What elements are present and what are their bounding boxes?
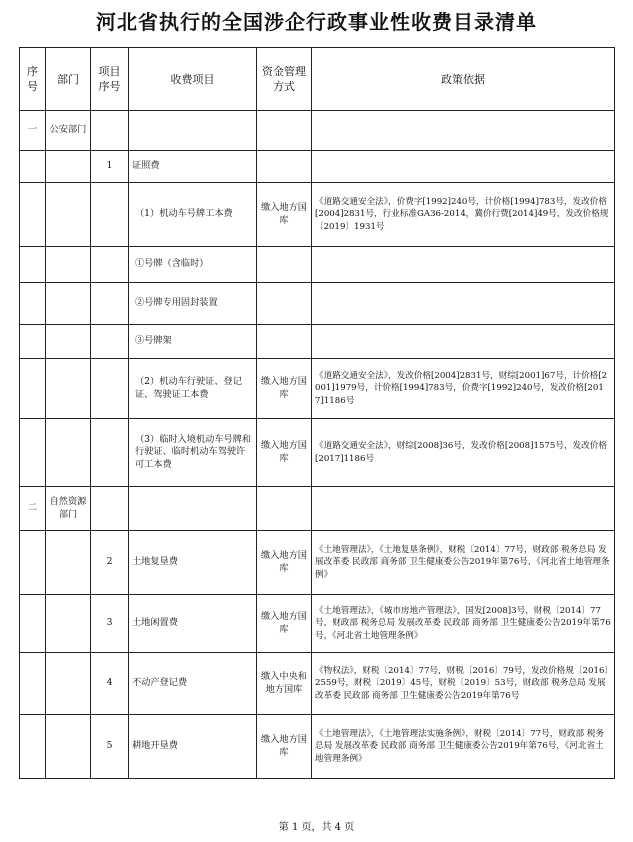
table-row bbox=[20, 419, 615, 487]
header-policy: 政策依据 bbox=[312, 48, 615, 111]
row-policy bbox=[312, 283, 615, 325]
document-title: 河北省执行的全国涉企行政事业性收费目录清单 bbox=[96, 10, 537, 34]
row-item-no bbox=[91, 419, 129, 487]
row-fee-item: ①号牌（含临时） bbox=[129, 247, 257, 283]
row-item-no: 5 bbox=[91, 715, 129, 779]
row-seq: 一 bbox=[20, 111, 46, 151]
fee-catalog-table bbox=[19, 47, 615, 779]
row-item-no bbox=[91, 487, 129, 531]
row-fee-item: （1）机动车号牌工本费 bbox=[129, 183, 257, 247]
row-dept bbox=[46, 183, 91, 247]
row-fund-mgmt bbox=[257, 111, 312, 151]
table-row bbox=[20, 595, 615, 653]
row-fund-mgmt: 缴入地方国库 bbox=[257, 183, 312, 247]
row-fund-mgmt: 缴入地方国库 bbox=[257, 359, 312, 419]
row-item-no: 2 bbox=[91, 531, 129, 595]
page-number: 第 1 页，共 4 页 bbox=[278, 822, 355, 833]
row-fee-item: ③号牌架 bbox=[129, 325, 257, 359]
row-dept bbox=[46, 359, 91, 419]
row-item-no bbox=[91, 183, 129, 247]
row-policy bbox=[312, 247, 615, 283]
row-fee-item: ②号牌专用固封装置 bbox=[129, 283, 257, 325]
table-row bbox=[20, 151, 615, 183]
row-policy: 《物权法》，财税〔2014〕77号，财税〔2016〕79号，发改价格规〔2016〕2559号，财税〔2019〕45号，财税〔2019〕53号，财政部 税务总局 发展改革委 民政部 商务部 卫生健康委公告2019年第76号 bbox=[312, 653, 615, 715]
row-dept bbox=[46, 715, 91, 779]
row-item-no bbox=[91, 111, 129, 151]
row-seq bbox=[20, 325, 46, 359]
row-fund-mgmt bbox=[257, 151, 312, 183]
header-dept: 部门 bbox=[46, 48, 91, 111]
row-dept: 自然资源部门 bbox=[46, 487, 91, 531]
row-seq bbox=[20, 183, 46, 247]
row-fee-item: 土地闲置费 bbox=[129, 595, 257, 653]
row-policy bbox=[312, 487, 615, 531]
row-seq bbox=[20, 419, 46, 487]
row-policy: 《土地管理法》，《土地复垦条例》，财税〔2014〕77号，财政部 税务总局 发展改革委 民政部 商务部 卫生健康委公告2019年第76号，《河北省土地管理条例》 bbox=[312, 531, 615, 595]
row-item-no: 1 bbox=[91, 151, 129, 183]
table-row bbox=[20, 325, 615, 359]
row-item-no bbox=[91, 283, 129, 325]
table-row bbox=[20, 111, 615, 151]
row-seq bbox=[20, 595, 46, 653]
row-dept bbox=[46, 247, 91, 283]
row-fee-item: （2）机动车行驶证、登记证、驾驶证工本费 bbox=[129, 359, 257, 419]
row-fund-mgmt: 缴入地方国库 bbox=[257, 595, 312, 653]
row-fee-item bbox=[129, 487, 257, 531]
row-fund-mgmt bbox=[257, 283, 312, 325]
row-seq bbox=[20, 283, 46, 325]
row-policy: 《道路交通安全法》，财综[2008]36号，发改价格[2008]1575号，发改价格[2017]1186号 bbox=[312, 419, 615, 487]
row-item-no bbox=[91, 359, 129, 419]
row-policy bbox=[312, 325, 615, 359]
row-fund-mgmt bbox=[257, 325, 312, 359]
row-fund-mgmt: 缴入地方国库 bbox=[257, 531, 312, 595]
row-item-no: 3 bbox=[91, 595, 129, 653]
table-row bbox=[20, 715, 615, 779]
table-row bbox=[20, 653, 615, 715]
row-item-no bbox=[91, 325, 129, 359]
row-policy bbox=[312, 111, 615, 151]
row-fund-mgmt: 缴入地方国库 bbox=[257, 419, 312, 487]
table-row bbox=[20, 283, 615, 325]
row-fee-item: 耕地开垦费 bbox=[129, 715, 257, 779]
row-item-no: 4 bbox=[91, 653, 129, 715]
table-row bbox=[20, 359, 615, 419]
row-policy: 《道路交通安全法》，发改价格[2004]2831号，财综[2001]67号，计价格[2001]1979号，计价格[1994]783号，价费字[1992]240号，发改价格[2017]1186号 bbox=[312, 359, 615, 419]
row-seq bbox=[20, 715, 46, 779]
row-fee-item: 不动产登记费 bbox=[129, 653, 257, 715]
row-item-no bbox=[91, 247, 129, 283]
header-fund-mgmt: 资金管理方式 bbox=[257, 48, 312, 111]
row-dept bbox=[46, 531, 91, 595]
table-row bbox=[20, 247, 615, 283]
row-seq bbox=[20, 531, 46, 595]
row-dept: 公安部门 bbox=[46, 111, 91, 151]
header-item-no: 项目序号 bbox=[91, 48, 129, 111]
row-dept bbox=[46, 325, 91, 359]
row-fund-mgmt: 缴入中央和地方国库 bbox=[257, 653, 312, 715]
header-row bbox=[20, 48, 615, 111]
row-policy bbox=[312, 151, 615, 183]
row-fee-item: 土地复垦费 bbox=[129, 531, 257, 595]
row-seq bbox=[20, 653, 46, 715]
row-fund-mgmt bbox=[257, 247, 312, 283]
row-policy: 《道路交通安全法》，价费字[1992]240号，计价格[1994]783号，发改价格[2004]2831号，行业标准GA36-2014，冀价行费[2014]49号，发改价格规〔2019〕1931号 bbox=[312, 183, 615, 247]
header-seq: 序号 bbox=[20, 48, 46, 111]
row-fund-mgmt: 缴入地方国库 bbox=[257, 715, 312, 779]
row-seq bbox=[20, 247, 46, 283]
row-dept bbox=[46, 595, 91, 653]
row-fee-item: （3）临时入境机动车号牌和行驶证、临时机动车驾驶许可工本费 bbox=[129, 419, 257, 487]
row-dept bbox=[46, 283, 91, 325]
row-fund-mgmt bbox=[257, 487, 312, 531]
row-policy: 《土地管理法》，《城市房地产管理法》，国发[2008]3号，财税〔2014〕77号，财政部 税务总局 发展改革委 民政部 商务部 卫生健康委公告2019年第76号，《河北省土地管理条例》 bbox=[312, 595, 615, 653]
table-row bbox=[20, 183, 615, 247]
row-policy: 《土地管理法》，《土地管理法实施条例》，财税〔2014〕77号，财政部 税务总局 发展改革委 民政部 商务部 卫生健康委公告2019年第76号，《河北省土地管理条例》 bbox=[312, 715, 615, 779]
table-row bbox=[20, 487, 615, 531]
row-seq bbox=[20, 151, 46, 183]
row-seq bbox=[20, 359, 46, 419]
row-fee-item bbox=[129, 111, 257, 151]
row-dept bbox=[46, 151, 91, 183]
row-dept bbox=[46, 419, 91, 487]
row-fee-item: 证照费 bbox=[129, 151, 257, 183]
row-dept bbox=[46, 653, 91, 715]
table-row bbox=[20, 531, 615, 595]
row-seq: 二 bbox=[20, 487, 46, 531]
header-fee-item: 收费项目 bbox=[129, 48, 257, 111]
